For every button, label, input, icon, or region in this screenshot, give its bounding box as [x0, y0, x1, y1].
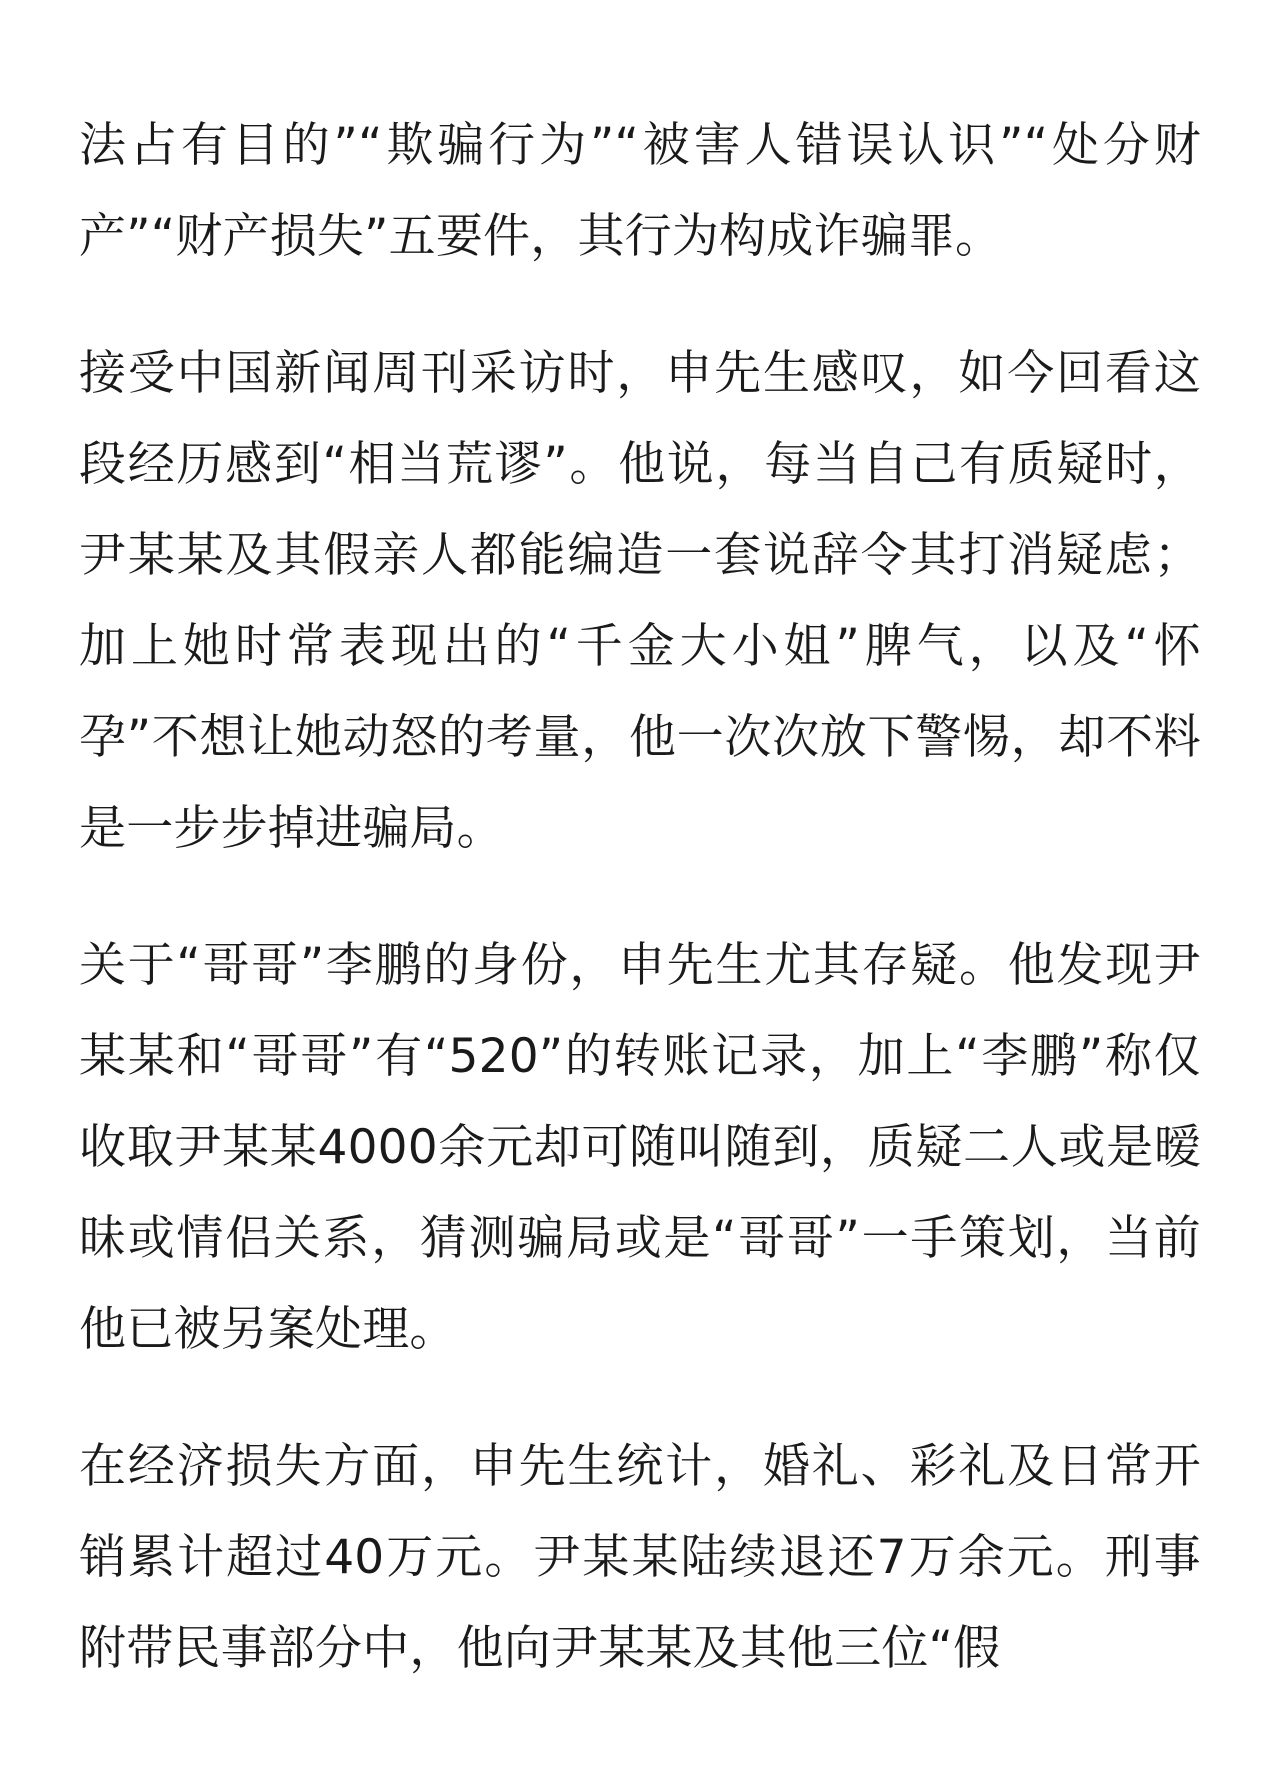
paragraph-economic-loss: 在经济损失方面，申先生统计，婚礼、彩礼及日常开销累计超过40万元。尹某某陆续退还7万余元。刑事附带民事部分中，他向尹某某及其他三位“假	[79, 1439, 1201, 1676]
paragraph-brother-identity: 关于“哥哥”李鹏的身份，申先生尤其存疑。他发现尹某某和“哥哥”有“520”的转账记录，加上“李鹏”称仅收取尹某某4000余元却可随叫随到，质疑二人或是暧昧或情侣关系，猜测骗局或是“哥哥”一手策划，当前他已被另案处理。	[79, 938, 1201, 1357]
paragraph-conclusion: 法占有目的”“欺骗行为”“被害人错误认识”“处分财产”“财产损失”五要件，其行为构成诈骗罪。	[79, 118, 1201, 264]
paragraph-interview: 接受中国新闻周刊采访时，申先生感叹，如今回看这段经历感到“相当荒谬”。他说，每当自己有质疑时，尹某某及其假亲人都能编造一套说辞令其打消疑虑；加上她时常表现出的“千金大小姐”脾气，以及“怀孕”不想让她动怒的考量，他一次次放下警惕，却不料是一步步掉进骗局。	[79, 346, 1201, 856]
article-body	[79, 100, 1201, 1694]
